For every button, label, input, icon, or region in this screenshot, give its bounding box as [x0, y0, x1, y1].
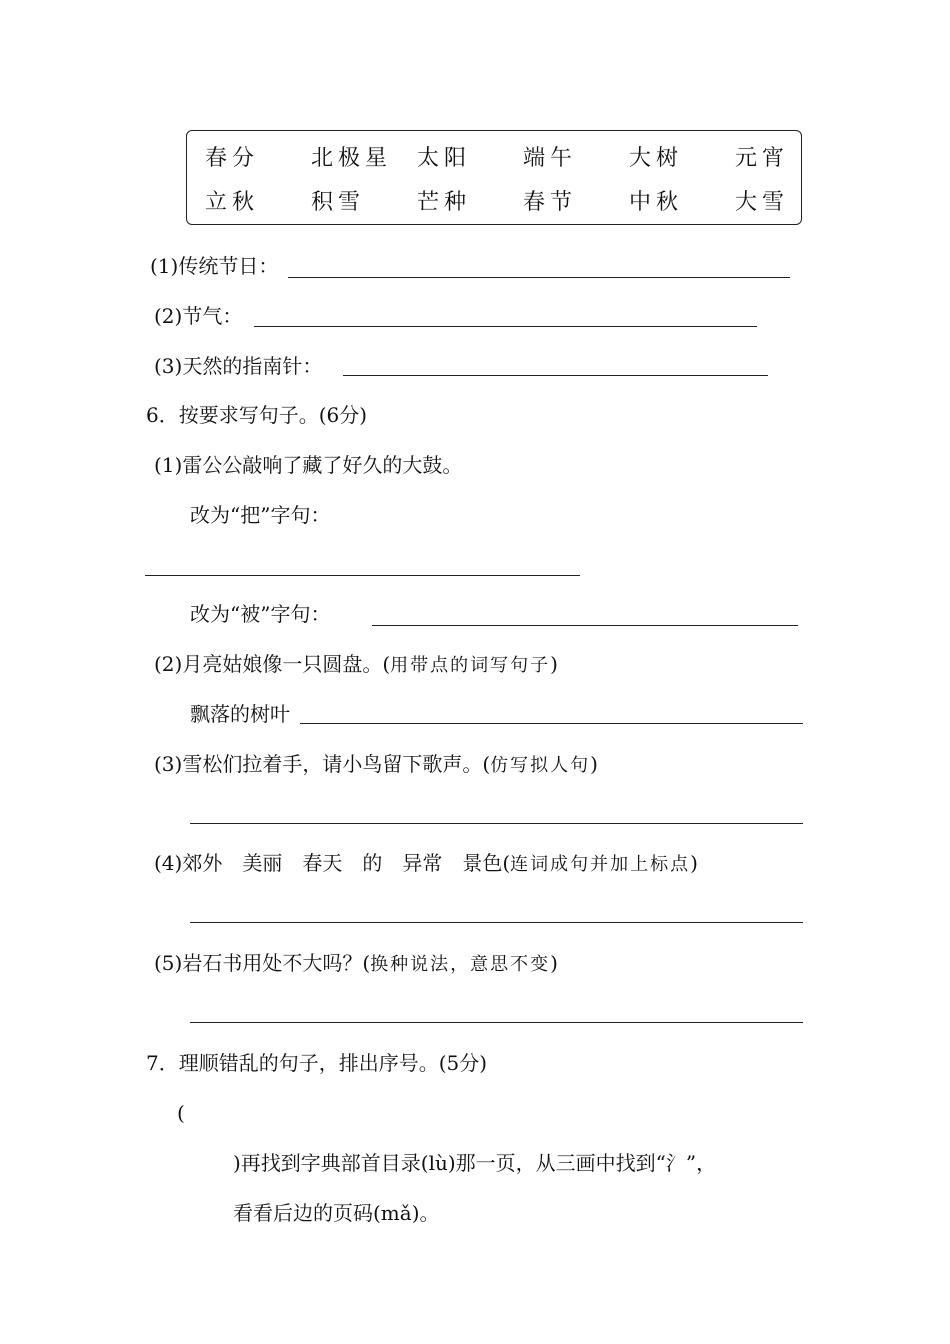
answer-line-5[interactable] — [190, 1022, 803, 1023]
word-bank-item: 北极星 — [311, 146, 393, 171]
q6-sentence-2 — [154, 650, 558, 680]
answer-line-ba[interactable] — [145, 575, 580, 576]
q7-order-paren-open: ( — [177, 1101, 185, 1125]
word-bank-item: 太阳 — [417, 146, 472, 171]
q6-sentence-4 — [154, 849, 698, 879]
word-bank-item: 大雪 — [735, 190, 790, 215]
word-bank-item: 芒种 — [417, 190, 472, 215]
q6-sentence-3-close: ) — [590, 752, 598, 776]
q6-sentence-4-note: 连词成句并加上标点 — [510, 854, 691, 875]
q7-sentence-line-2: 看看后边的页码(mǎ)。 — [233, 1201, 440, 1225]
q5-item-festivals: (1)传统节日： — [150, 254, 279, 278]
q6-sentence-2-note: 用带点的词写句子 — [390, 655, 551, 676]
q7-sentence-line-1: )再找到字典部首目录(lù)那一页，从三画中找到“氵”， — [233, 1151, 717, 1175]
q6-sentence-5-text: (5)岩石书用处不大吗？( — [154, 951, 371, 975]
q6-sentence-4-text: (4)郊外 美丽 春天 的 异常 景色( — [154, 851, 511, 875]
q6-sentence-2-start: 飘落的树叶 — [190, 702, 290, 726]
q5-item-compass: (3)天然的指南针： — [154, 354, 323, 378]
answer-line-festivals[interactable] — [288, 277, 790, 278]
word-bank-item: 积雪 — [311, 190, 366, 215]
q6-bei-prompt: 改为“被”字句： — [190, 602, 331, 626]
word-bank-item: 春节 — [523, 190, 578, 215]
q6-title: 6．按要求写句子。(6分) — [146, 403, 368, 427]
q6-sentence-2-text: (2)月亮姑娘像一只圆盘。( — [154, 652, 391, 676]
word-bank-box — [186, 130, 802, 225]
word-bank-item: 元宵 — [735, 146, 790, 171]
answer-line-3[interactable] — [190, 823, 803, 824]
answer-line-solar-terms[interactable] — [254, 326, 757, 327]
q5-item-solar-terms: (2)节气： — [154, 304, 243, 328]
q6-sentence-5-close: ) — [550, 951, 558, 975]
answer-line-2[interactable] — [300, 723, 803, 724]
q6-sentence-3-text: (3)雪松们拉着手，请小鸟留下歌声。( — [154, 752, 491, 776]
q6-sentence-5-note: 换种说法，意思不变 — [370, 954, 551, 975]
answer-line-compass[interactable] — [343, 375, 768, 376]
word-bank-item: 春分 — [205, 146, 260, 171]
q6-ba-prompt: 改为“把”字句： — [190, 503, 331, 527]
q7-title: 7．理顺错乱的句子，排出序号。(5分) — [146, 1051, 488, 1075]
answer-line-4[interactable] — [190, 922, 803, 923]
q6-sentence-3 — [154, 750, 598, 780]
word-bank-item: 中秋 — [629, 190, 684, 215]
q6-sentence-5 — [154, 949, 558, 979]
q6-sentence-2-close: ) — [550, 652, 558, 676]
q6-sentence-1: (1)雷公公敲响了藏了好久的大鼓。 — [154, 453, 463, 477]
word-bank-item: 立秋 — [205, 190, 260, 215]
word-bank-item: 端午 — [523, 146, 578, 171]
word-bank-item: 大树 — [629, 146, 684, 171]
answer-line-bei[interactable] — [372, 625, 798, 626]
q6-sentence-4-close: ) — [690, 851, 698, 875]
q6-sentence-3-note: 仿写拟人句 — [490, 755, 591, 776]
